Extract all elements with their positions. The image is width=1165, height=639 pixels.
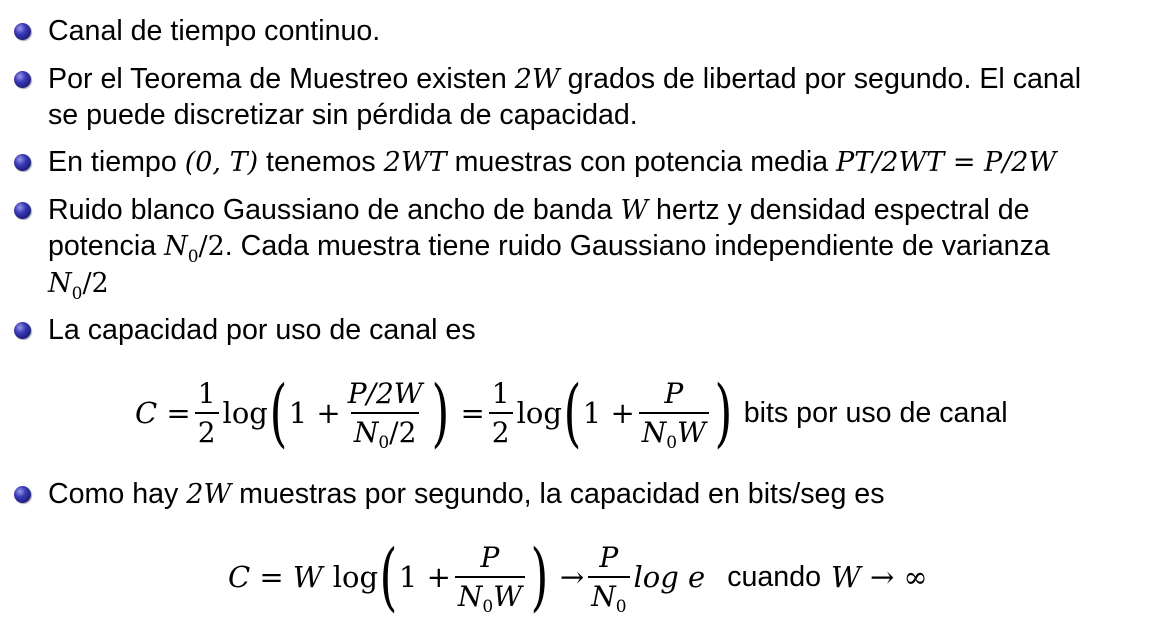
bullet-6-text: Como hay 2W muestras por segundo, la capacidad en bits/seg es <box>48 478 885 510</box>
bullet-4-line-2: potencia $N_0/2$. Cada muestra tiene ruido Gaussiano independiente de varianza <box>48 230 1050 267</box>
fraction-snr: $\frac{P}{N_0W}$ <box>455 541 525 613</box>
bullet-icon <box>14 154 31 171</box>
fraction-snr-per-sample: $\frac{P/2W}{N_0/2}$ <box>347 377 423 453</box>
bullet-icon <box>14 486 31 503</box>
bullet-icon <box>14 71 31 88</box>
bullet-2-line-2: se puede discretizar sin pérdida de capacidad. <box>48 99 638 131</box>
bullet-icon <box>14 23 31 40</box>
limit-expression: W → ∞ <box>831 560 928 594</box>
fraction-p-over-n0: $\frac{P}{N_0}$ <box>588 541 629 613</box>
bullet-icon <box>14 202 31 219</box>
bullet-5-text: La capacidad por uso de canal es <box>48 314 476 346</box>
bullet-3-text: En tiempo (0, T) tenemos 2WT muestras con potencia media PT/2WT = P/2W <box>48 146 1057 178</box>
math-2W: 2W <box>514 64 560 95</box>
bullet-4-line-3: $N_0/2$ <box>48 268 109 304</box>
bullet-icon <box>14 322 31 339</box>
fraction-one-half: $\frac{1}{2}$ <box>489 377 513 449</box>
fraction-one-half: $\frac{1}{2}$ <box>195 377 219 449</box>
capacity-equation-per-use: C = $\frac{1}{2}$ log ( 1 + $\frac{P/2W}{N_0/2}$ ) = $\frac{1}{2}$ log ( 1 + $\frac{P}{N_0W}$ ) bits por uso de canal <box>135 370 1008 456</box>
equation-tail-text: bits por uso de canal <box>743 396 1008 429</box>
capacity-equation-per-second: C = W log ( 1 + $\frac{P}{N_0W}$ ) → $\frac{P}{N_0}$ log e cuando W → ∞ <box>228 534 928 620</box>
bullet-1-text: Canal de tiempo continuo. <box>48 15 381 47</box>
bullet-2-line-1: Por el Teorema de Muestreo existen 2W grados de libertad por segundo. El canal <box>48 63 1082 95</box>
bullet-4-line-1: Ruido blanco Gaussiano de ancho de banda W hertz y densidad espectral de <box>48 194 1030 226</box>
fraction-snr: $\frac{P}{N_0W}$ <box>639 377 709 449</box>
